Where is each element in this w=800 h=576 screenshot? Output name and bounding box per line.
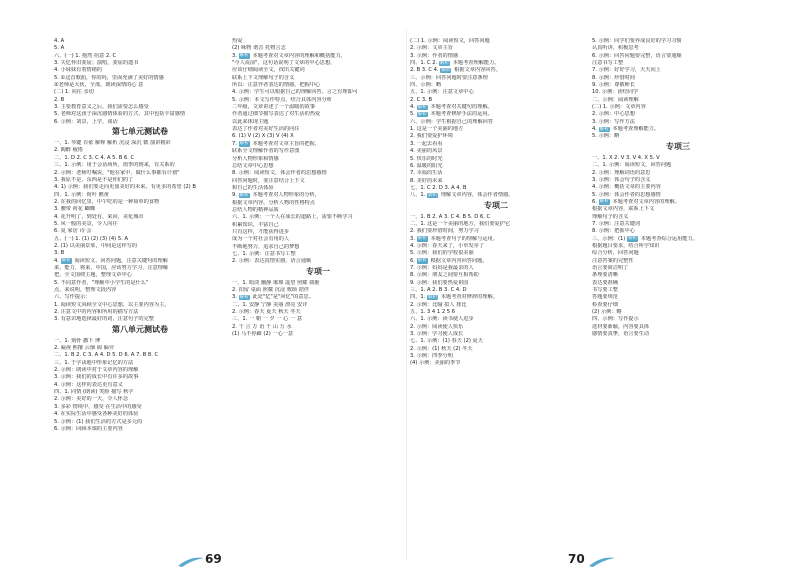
answer-line: 六、1. 示例：读书使人进步 (410, 316, 474, 323)
answer-line: 二、示例：阅读理解 (592, 96, 639, 103)
answer-line: 二、1. D 2. C 3. C 4. A 5. B 6. C (54, 154, 135, 161)
answer-line-text: 本题考查对修辞的理解。 (439, 294, 498, 301)
answer-line (592, 126, 764, 133)
answer-line: 5. 示例：我们的学校很美丽 (410, 250, 474, 257)
answer-line-text: 根据文章内容回答问题。 (428, 257, 488, 264)
answer-line-text: 本题考查理解能力。 (610, 126, 660, 133)
answer-line (410, 60, 582, 67)
answer-line: 2. C 3. B (410, 96, 433, 103)
answer-line: 和自己的生活体验 (232, 184, 274, 191)
answer-line: 5. 示例：略 (592, 133, 620, 140)
answer-line-text: 阅读短文，回答问题，注意关键句的理解 (72, 257, 168, 264)
answer-line: 5. ①这首歌曲，你的吗，里面充满了美好的情感 (54, 74, 164, 81)
section-heading: 第七单元测试卷 (112, 127, 168, 137)
answer-line-text: 此处"忆"是"回忆"的意思。 (250, 294, 314, 301)
answer-line (54, 258, 226, 265)
answer-line-prefix: 四、1. (410, 294, 427, 301)
answer-line: 联系上下文理解句子的含义 (232, 74, 295, 81)
answer-line: 8. 示例：朋友之间要互相帮助 (410, 272, 479, 279)
answer-line (410, 236, 582, 243)
answer-line: (2) 咏物 谐音 托物言志 (232, 45, 286, 52)
explanation-tag: 解析 (417, 111, 427, 117)
answer-line: 作者通过细节描写表达了对生活的热爱 (232, 111, 321, 118)
answer-line: 四、示例：略 (410, 82, 442, 89)
answer-line: 3. 有意识地选择最好的词，注意句子的完整 (54, 316, 154, 323)
answer-line: 五、1. 示例：注意文章中心 (410, 89, 474, 96)
answer-line: 六、写作提示： (54, 294, 91, 301)
answer-line: 3. 我原不是，东西是不是你们的了 (54, 176, 134, 183)
left-page-column-2 (232, 38, 404, 558)
answer-line: 五、(一) 1. (1) (2) (3) (4) 5. A (54, 235, 128, 242)
answer-line: 7. 示例：妈妈是我最亲的人 (410, 264, 474, 271)
answer-line-prefix: 9. (232, 192, 239, 199)
answer-line: 六、示例：学生根据自己的理解回答 (410, 118, 494, 125)
answer-line: 3. 失忆怀旧委屈；演唱，委屈的遗书 (54, 60, 139, 67)
right-page-column-2 (592, 38, 764, 558)
answer-line: 不断地努力，追求自己的梦想 (232, 243, 300, 250)
answer-line: (1) 马不停蹄 (2) 一心一意 (232, 331, 294, 338)
answer-line: 2. 示例：朗读中对于文章内容的理解 (54, 367, 139, 374)
explanation-tag: 解析 (417, 258, 427, 264)
section-heading: 专项三 (666, 141, 690, 151)
answer-line: 书写要工整 (592, 287, 618, 293)
answer-line: 5. 示例：同学们要养成良好的学习习惯 (592, 38, 682, 44)
answer-line: 应该仔细阅读全文，找出关键词 (232, 67, 305, 74)
answer-line: (二) 1. 向往 亲切 (54, 89, 94, 96)
answer-line-text: 本题考查对人物形象的分析， (250, 192, 320, 199)
answer-line: 感情要真挚，语言要生动 (592, 331, 650, 338)
section-heading: 专项二 (484, 200, 508, 210)
answer-line: 四、1. 示例：荷叶 鹅黄 (54, 191, 109, 198)
answer-line: 5. 示例：本文写作特点，结合具体内容分析 (232, 96, 332, 103)
answer-line: 2. 示例：表达真情实感，语言通顺 (232, 258, 312, 265)
answer-line: 2. (1) 以美丽景象，中间是这样写的 (54, 242, 138, 249)
answer-line: 2. 示例：文章主旨 (410, 45, 453, 52)
answer-line: 2. 示例：中心思想 (592, 111, 635, 118)
answer-line: (二) 1. 示例：文章内容 (592, 104, 646, 111)
answer-line: 3. 示例：写作方法 (592, 118, 635, 125)
answer-line: ②老师是大伙，全部，朗读深情的心 意 (54, 82, 144, 89)
answer-line: 10. 示例：团结同学 (592, 89, 639, 96)
answer-line-prefix: 3. (232, 294, 239, 301)
answer-line: 答题要规范 (592, 294, 618, 301)
answer-line: 一、1. B 2. A 3. C 4. B 5. D 6. C (410, 213, 491, 220)
answer-line: 一、1. 刻骨 撒下 博 (54, 337, 101, 344)
answer-line: 8. 示例：阅读短文，体会作者的思想感情 (232, 170, 327, 177)
right-page (410, 38, 762, 558)
answer-line (592, 199, 764, 206)
answer-line: 1. 阅读短文回顾全文中心思想，以主要内容为主。 (54, 301, 170, 308)
answer-line: 7. 示例：好好学习，天天向上 (592, 67, 661, 74)
answer-line: 三、1. 于字诀地中形象记忆的方法 (54, 359, 134, 366)
left-page-column-1 (54, 38, 226, 558)
answer-line: 2. 在我的回忆里，中午吃的是一种简单的食物 (54, 198, 160, 205)
explanation-tag: 解析 (441, 67, 451, 73)
explanation-tag: 解析 (239, 53, 249, 59)
answer-line (410, 111, 582, 118)
explanation-tag: 解析 (599, 126, 609, 132)
answer-line: 三、示例：回答问题时要注意条理 (410, 74, 488, 81)
answer-line-prefix: 4. (410, 104, 417, 111)
answer-line: 4. 示例：春天来了，小草发芽了 (410, 242, 485, 249)
answer-line: 热爱 (232, 38, 243, 44)
answer-line: (二) 1. 示例：阅读短文，回答问题 (410, 38, 490, 44)
answer-line-text: 本题考查修辞手法的运用。 (428, 111, 493, 118)
answer-line: "今人说前"，这句话说明了文章的中心思想， (232, 60, 336, 67)
answer-line: 4. 花开明了，到处有，来回，美化城市 (54, 213, 144, 220)
answer-line: 3. 示例：我们的成长中有许多的故事 (54, 374, 139, 381)
answer-line: 二、1. 示例：阅读短文，回答问题 (592, 162, 672, 169)
answer-line-prefix: 5. (410, 111, 417, 118)
answer-line: 七、1. 示例：(1) 春天 (2) 夏天 (410, 338, 483, 345)
answer-line: 联系全文理解作者的写作意图 (232, 148, 300, 155)
answer-line: 6. 示例：刘景，上学，谈话 (54, 118, 118, 125)
answer-line (410, 192, 582, 199)
answer-line: 8. 示例：把握中心 (592, 228, 635, 235)
answer-line: 7. 示例：注意关键词 (592, 220, 641, 227)
answer-line: 理解句子的含义 (592, 213, 629, 220)
answer-line: 回答问题时，要注意结合上下文 (232, 177, 305, 184)
answer-line: 六、(一) 1. 拖然 拐意 2. C (54, 52, 117, 59)
answer-line: 4. 小妹妹有着情绪的 (54, 67, 103, 74)
answer-line: 4. A (54, 38, 65, 44)
answer-line-prefix: 6. (592, 198, 599, 205)
answer-line: 2. 示例：(1) 秋天 (2) 冬天 (410, 345, 473, 352)
answer-line: 2. 示例：美好的一天，令人怀念 (54, 396, 129, 403)
answer-line-text: 本题考查理解能力。 (451, 60, 500, 67)
page-decoration-swoosh-icon (587, 554, 617, 568)
answer-line: 二、1. 安静 宁静 美丽 漂亮 安详 (232, 301, 308, 308)
answer-line: 三、1. A 2. B 3. C 4. D (410, 287, 467, 293)
answer-line-prefix: 三、示例：(1) (592, 235, 627, 242)
answer-line: 根据题目要求，结合所学知识 (592, 242, 660, 249)
answer-line: 四、1. 同情 (朗读) 笑脸 描写 秋字 (54, 389, 134, 396)
right-page-number: 70 (568, 552, 585, 566)
answer-line-text: 本题考查句子的理解与运用。 (428, 235, 498, 242)
answer-line: 4. 示例：概括文章的主要内容 (592, 184, 661, 191)
answer-line: 一、1. X 2. V 3. V 4. X 5. V (592, 154, 660, 161)
answer-line-text: 理解文章内容，体会作者情感。 (439, 192, 514, 199)
explanation-tag: 解析 (439, 60, 450, 66)
explanation-tag: 解析 (239, 192, 249, 198)
answer-line: 以此来体现主题 (232, 118, 269, 125)
answer-line: 6. (1) V (2) X (3) V (4) X (232, 133, 294, 140)
answer-line: 三、1. 示例：用于会话场所，雨季的到来，有关系的 (54, 162, 175, 169)
answer-line: 2. 示例：老师叮嘱说，"他在家中，做什么事都有计划" (54, 169, 180, 176)
answer-line: (2) 示例：略 (592, 309, 622, 316)
right-page-column-1 (410, 38, 582, 558)
answer-line: 表达了作者对美好生活的向往 (232, 126, 300, 133)
answer-line: 6. 夏 家居 诗 会 (54, 228, 92, 235)
left-page-number: 69 (205, 552, 222, 566)
answer-line: 根据文章内容，联系上下文 (592, 206, 655, 213)
answer-line: 5. 示例：体会作者的思想感情 (592, 191, 661, 198)
answer-line: 二年级，文章讲述了一个温暖的故事 (232, 104, 316, 111)
answer-line: 2. 陶醉 疲倦 (54, 147, 83, 154)
answer-line-text: 本题考查对文章内容的理解和概括能力， (250, 52, 346, 59)
answer-line: 5. 不同意作者，"理解中小学生的是什么" (54, 279, 149, 286)
answer-line: 2. 示例：理解词语的意思 (592, 169, 651, 176)
answer-line: 4. 示例：这样的表达更有意义 (54, 381, 123, 388)
answer-line-text: 本题考查对文章内容的理解。 (610, 198, 680, 205)
answer-line: 一、1. 暗淡 幽静 璀璨 遥望 照耀 旖旎 (232, 279, 320, 286)
answer-line: 3. 示例：体会句子的含义 (592, 176, 651, 183)
answer-line: 语言要简洁明了 (592, 264, 629, 271)
answer-line-prefix: 4. (592, 126, 599, 133)
answer-line-prefix: 四、1. C 2. (410, 60, 439, 67)
answer-line: 2. 示例：比喻 拟人 排比 (410, 301, 467, 308)
answer-line: 注意书写工整 (592, 60, 624, 67)
section-heading: 专项一 (306, 266, 330, 276)
answer-line: 2. 千 言 万 语 千 山 万 水 (232, 323, 292, 330)
answer-line: 2. B (54, 96, 65, 103)
answer-line: 3. 腰带 荷花 蝴蝶 (54, 206, 96, 213)
explanation-tag: 解析 (239, 141, 249, 147)
explanation-tag: 解析 (599, 199, 609, 205)
answer-line: 2. 示例：春天 夏天 秋天 冬天 (232, 309, 301, 316)
answer-line: 选材要新颖，内容要具体 (592, 323, 650, 330)
answer-line: 9. 示例：尊敬师长 (592, 82, 635, 89)
answer-line: 6. 温暖的阳光 (410, 162, 443, 169)
answer-line: 根据文章内容，分析人物的性格特点 (232, 199, 316, 206)
answer-line: 2. 我们要珍惜时间，努力学习 (410, 228, 479, 235)
answer-line (232, 192, 404, 199)
answer-line (232, 141, 404, 148)
answer-line: 1. 这是一个美丽的地方 (410, 126, 464, 133)
answer-line: 5. A (54, 45, 65, 52)
answer-line (232, 53, 404, 60)
answer-line: 综合分析，回答问题 (592, 250, 639, 257)
answer-line: 2. 我们要爱护环境 (410, 133, 453, 140)
answer-line: 总结文章中心思想 (232, 162, 274, 169)
answer-line: 积累知识，丰富自己 (232, 221, 279, 228)
left-page (54, 38, 404, 558)
answer-line (592, 236, 764, 243)
answer-line-prefix: 6. (410, 257, 417, 264)
page-decoration-swoosh-icon (176, 554, 206, 568)
answer-line: 认真听讲，积极思考 (592, 45, 639, 52)
answer-line (232, 294, 404, 301)
answer-line: 所以：注意作者表达的情感，把握中心 (232, 82, 321, 89)
answer-line: 5. 示例：(1) 我们生活的方式是多元的 (54, 418, 143, 425)
answer-line: 分析人物形象和情感 (232, 155, 279, 162)
answer-line: 3. 示例：四季分明 (410, 353, 453, 360)
answer-line: 成为一个对社会有用的人 (232, 236, 290, 243)
answer-line: 来，能力，将来，中国，应该努力学习，注意理解 (54, 264, 169, 271)
answer-line: 4. 在实际生活中感受各种美好的体验 (54, 411, 139, 418)
answer-line (410, 67, 582, 74)
explanation-tag: 解析 (417, 236, 427, 242)
answer-line: 2. 凝视 熙攘 云烟 阔 偏旁 (54, 345, 114, 352)
answer-line: 2. 示例：阅读使人快乐 (410, 323, 464, 330)
explanation-tag: 解析 (417, 104, 427, 110)
answer-line: 3. 主要教育意义之后，我们需要怎么感受 (54, 104, 149, 111)
answer-line: 总结人物的精神品质 (232, 206, 279, 213)
answer-line: 2. 扣留 桌面 照耀 沉浸 歌颂 陪伴 (232, 287, 310, 293)
explanation-tag: 解析 (627, 236, 638, 242)
explanation-tag: 解析 (427, 294, 438, 300)
answer-line: 2. 注意文中的内容和所用的描写方法 (54, 309, 139, 316)
answer-line: 4. 1) 示例：我们要走向更加美好的未来，有更多的希望 (2) B (54, 184, 196, 191)
answer-line: 把，全文围绕主题，整理文章中心 (54, 272, 132, 279)
answer-line-text: 本题考查综合运用能力。 (639, 235, 698, 242)
answer-line: 只有这样，才能获得进步 (232, 228, 290, 235)
answer-line: 3. 多彩 情境中，感受 在生活中的感受 (54, 403, 142, 410)
explanation-tag: 解析 (427, 192, 438, 198)
answer-line: 7. 幸福的生活 (410, 170, 443, 177)
answer-line: 4. 示例：学生可以根据自己的理解回答，言之有理即可 (232, 89, 358, 96)
answer-line: 6. 示例：回顾本课的主要内容 (54, 425, 123, 432)
answer-line: 3. 示例：学习使人成长 (410, 331, 464, 338)
answer-line: (4) 示例：美丽的季节 (410, 360, 461, 367)
answer-line-text: 本题考查对关键句的理解。 (428, 104, 493, 111)
answer-line: 检查要仔细 (592, 301, 618, 308)
answer-line-prefix: 7. (232, 140, 239, 147)
answer-line: 6. 示例：回答问题要完整，语言要通顺 (592, 52, 682, 59)
answer-line: 一、1. 琴键 百依 解释 解析 沉浸 深沉 微 演讲精彩 (54, 140, 171, 147)
answer-line (410, 104, 582, 111)
answer-line (410, 294, 582, 301)
answer-line: 9. 示例：我们要热爱祖国 (410, 279, 469, 286)
answer-line-prefix: 3. (232, 52, 239, 59)
section-heading: 第八单元测试卷 (112, 324, 168, 334)
page-gutter (406, 30, 407, 560)
answer-line: 七、1. C 2. D 3. A 4. B (410, 184, 467, 191)
explanation-tag: 解析 (239, 294, 249, 300)
answer-line: 3. 一起去看看 (410, 140, 443, 147)
answer-line-prefix: 2. B 3. C 4. (410, 67, 441, 74)
answer-line-prefix: 八、1. (410, 192, 427, 199)
answer-line: 8. 美好的未来 (410, 177, 443, 184)
explanation-tag: 解析 (61, 258, 71, 264)
answer-line: 五、1. 3 4 1 2 5 6 (410, 309, 456, 316)
answer-line: 条理要清晰 (592, 272, 618, 279)
answer-line: 表达要准确 (592, 279, 618, 286)
answer-line-text: 本题考查对文章主旨的把握， (250, 140, 320, 147)
answer-line: 七、1. 示例：注意书写工整 (232, 250, 296, 257)
answer-line: 5. 快乐的时光 (410, 155, 443, 162)
answer-line: 4. 美丽的风景 (410, 148, 443, 155)
answer-line: 3. 示例：作者的情感 (410, 52, 459, 59)
answer-line: 注意答案的完整性 (592, 257, 634, 264)
answer-line: 六、1. 示例：一个人在成长的道路上，需要不断学习 (232, 214, 353, 221)
answer-line: 8. 示例：珍惜时间 (592, 74, 635, 81)
answer-line: 点，来说明，整理文段内容 (54, 287, 117, 293)
answer-line: 5. 风一般的美景，令人向往 (54, 220, 118, 227)
answer-line: 四、示例：写作提示 (592, 316, 639, 323)
answer-line: 二、1. B 2. C 3. A 4. D 5. D 6. A 7. B 8. C (54, 352, 159, 359)
answer-line: 3. B (54, 250, 65, 257)
answer-line: 三、1. 一 朝 一 夕 一 心 一 意 (232, 316, 303, 323)
answer-line-prefix: 4. (54, 257, 61, 264)
answer-line (410, 258, 582, 265)
answer-line: 二、1. 这是一个美丽的地方，我们要爱护它 (410, 220, 510, 227)
answer-line: 5. 老师对这孩子深沉感情体验的方式，其中包括丰富感情 (54, 111, 186, 118)
answer-line-prefix: 3. (410, 235, 417, 242)
answer-line-text: 根据文章内容回答。 (452, 67, 501, 74)
